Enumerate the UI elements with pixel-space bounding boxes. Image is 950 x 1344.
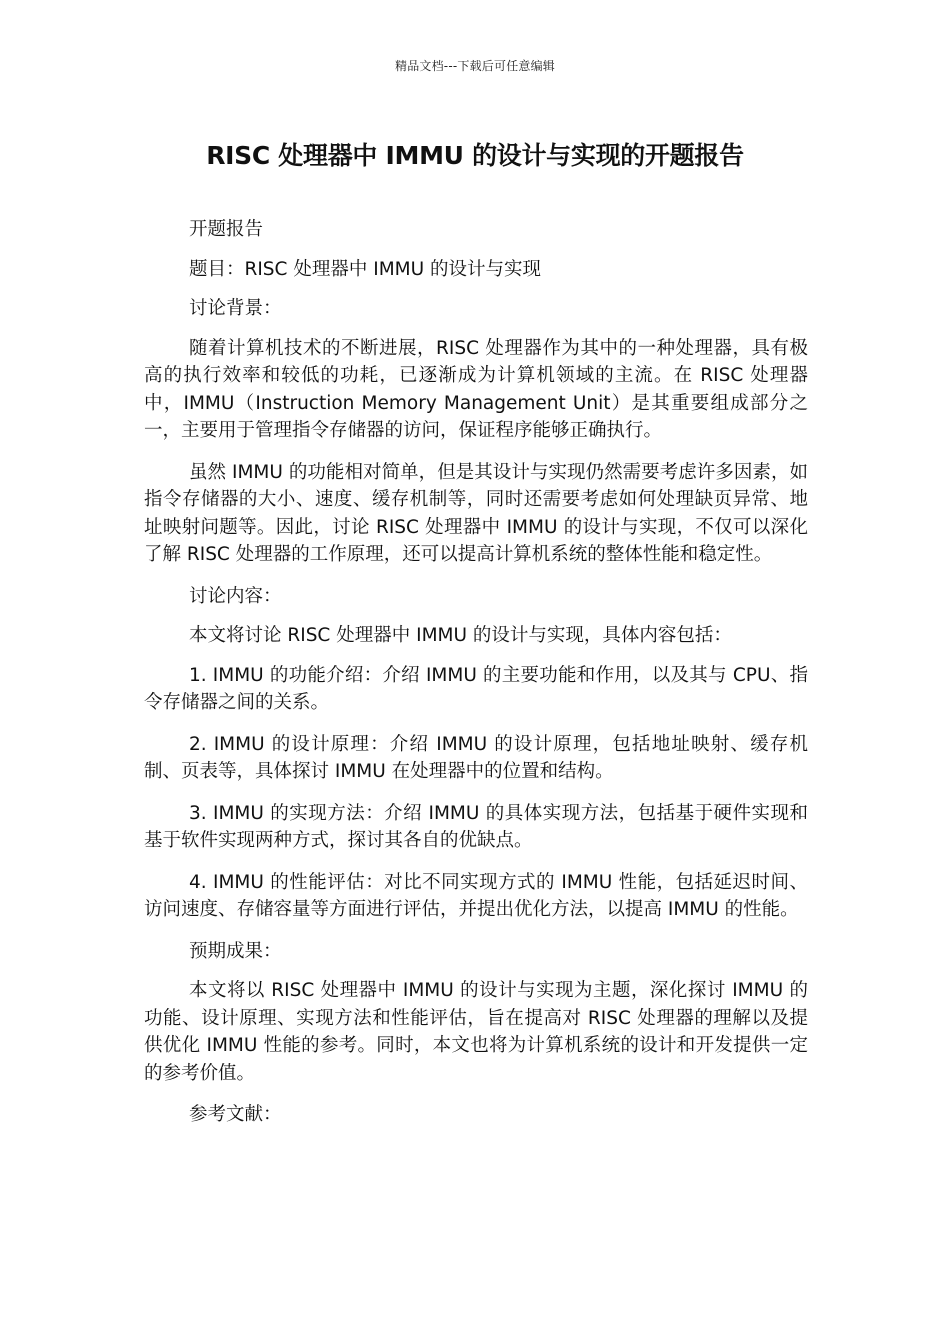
list-item-2: 2. IMMU 的设计原理：介绍 IMMU 的设计原理，包括地址映射、缓存机制、页表等，具体探讨 IMMU 在处理器中的位置和结构。 — [144, 733, 808, 782]
document-title: RISC 处理器中 IMMU 的设计与实现的开题报告 — [206, 141, 744, 170]
topic-line: 题目：RISC 处理器中 IMMU 的设计与实现 — [189, 258, 542, 280]
section-heading-references: 参考文献： — [189, 1104, 282, 1125]
list-item-3: 3. IMMU 的实现方法：介绍 IMMU 的具体实现方法，包括基于硬件实现和基于软件实现两种方式，探讨其各自的优缺点。 — [144, 802, 808, 851]
document-body — [144, 216, 808, 1141]
paragraph-content-intro: 本文将讨论 RISC 处理器中 IMMU 的设计与实现，具体内容包括： — [189, 625, 732, 646]
section-heading-background: 讨论背景： — [189, 298, 282, 319]
list-item-4: 4. IMMU 的性能评估：对比不同实现方式的 IMMU 性能，包括延迟时间、访问速度、存储容量等方面进行评估，并提出优化方法，以提高 IMMU 的性能。 — [144, 871, 808, 920]
paragraph-background-2: 虽然 IMMU 的功能相对简单，但是其设计与实现仍然需要考虑许多因素，如指令存储器的大小、速度、缓存机制等，同时还需要考虑如何处理缺页异常、地址映射问题等。因此，讨论 RISC 处理器中 IMMU 的设计与实现，不仅可以深化了解 RISC 处理器的工作原理，还可以提高计算机系统的整体性能和稳定性。 — [144, 461, 808, 565]
header-note: 精品文档---下载后可任意编辑 — [395, 59, 555, 73]
section-label-report: 开题报告 — [189, 219, 264, 240]
list-item-1: 1. IMMU 的功能介绍：介绍 IMMU 的主要功能和作用，以及其与 CPU、指令存储器之间的关系。 — [144, 664, 808, 713]
section-heading-outcomes: 预期成果： — [189, 940, 282, 962]
section-heading-content: 讨论内容： — [189, 585, 282, 607]
paragraph-outcomes: 本文将以 RISC 处理器中 IMMU 的设计与实现为主题，深化探讨 IMMU 的功能、设计原理、实现方法和性能评估，旨在提高对 RISC 处理器的理解以及提供优化 IMMU 性能的参考。同时，本文也将为计算机系统的设计和开发提供一定的参考价值。 — [144, 980, 808, 1084]
paragraph-background-1: 随着计算机技术的不断进展，RISC 处理器作为其中的一种处理器，具有极高的执行效率和较低的功耗，已逐渐成为计算机领域的主流。在 RISC 处理器中，IMMU（Instruction Memory Management Unit）是其重要组成部分之一，主要用于管理指令存储器的访问，保证程序能够正确执行。 — [144, 337, 808, 441]
